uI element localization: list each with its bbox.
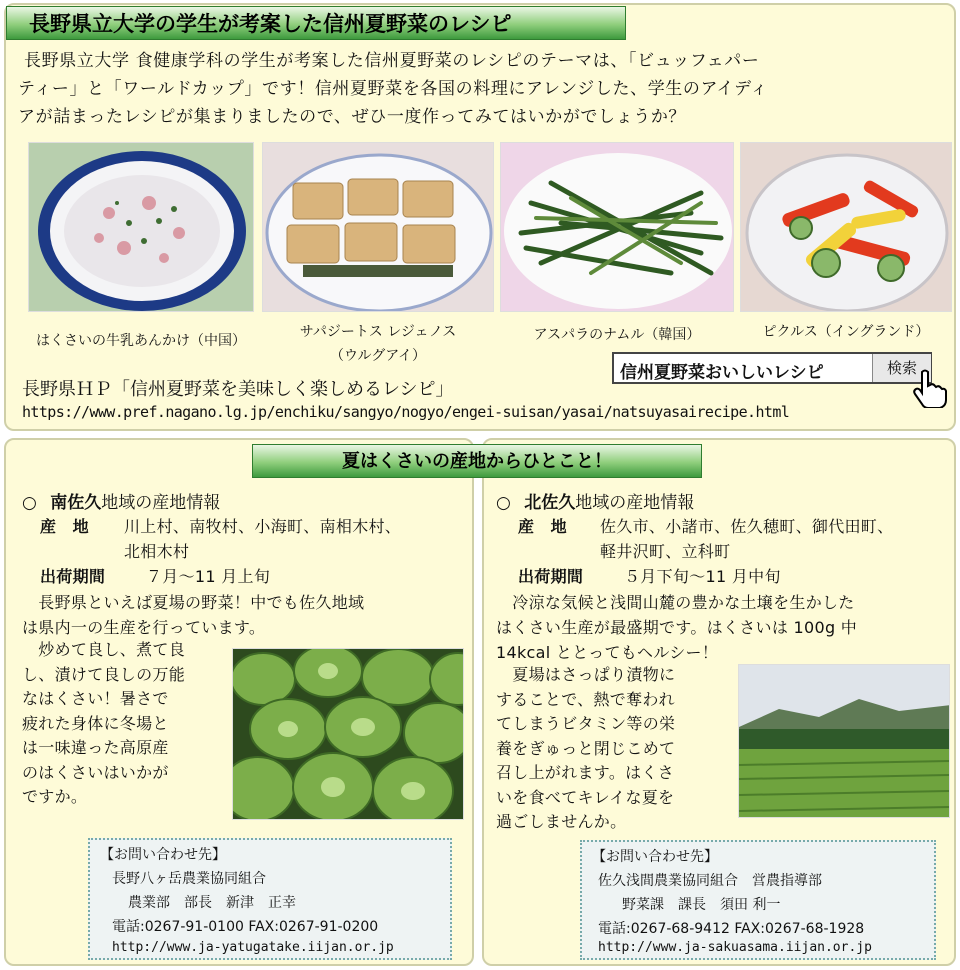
north-side-line: 養をぎゅっと閉じこめて [496, 738, 676, 758]
south-period: ７月～11 月上旬 [146, 567, 271, 586]
recipe-caption-uruguay: サパジートス レジェノス [299, 324, 457, 340]
north-period: ５月下旬～11 月中旬 [624, 567, 781, 586]
north-contact-box [580, 840, 936, 960]
north-heading [496, 488, 694, 513]
south-side-line: ですか。 [22, 787, 88, 806]
north-period-label: 出荷期間 [518, 567, 584, 586]
breaded-zucchini-photo [262, 142, 494, 312]
north-text-line-2: はくさい生産が最盛期です。はくさいは 100g 中 [496, 618, 858, 637]
north-origin-label: 産 地 [518, 517, 567, 536]
south-contact-url[interactable]: http://www.ja-yatugatake.iijan.or.jp [112, 940, 394, 955]
bullet-icon: ○ [496, 493, 511, 513]
napa-cabbage-field-closeup-photo [232, 648, 464, 820]
intro-line-2: ティー」と「ワールドカップ」です！信州夏野菜を各国の料理にアレンジした、学生のアイディ [18, 79, 768, 99]
asparagus-namul-photo [500, 142, 734, 312]
north-contact-person: 野菜課 課長 須田 利一 [622, 897, 781, 913]
south-side-line: 疲れた身体に冬場と [22, 713, 169, 733]
south-origin-label: 産 地 [40, 517, 89, 536]
north-contact-org: 佐久浅間農業協同組合 営農指導部 [598, 873, 822, 889]
north-side-text [496, 663, 675, 835]
south-text-line-1: 長野県といえば夏場の野菜！中でも佐久地域 [22, 593, 365, 612]
intro-line-1: 長野県立大学 食健康学科の学生が考案した信州夏野菜のレシピのテーマは、「ビュッフェパー [24, 51, 760, 71]
south-side-text [22, 638, 185, 810]
north-side-line: てしまうビタミン等の栄 [496, 714, 676, 733]
search-input[interactable]: 信州夏野菜おいしいレシピ [620, 363, 824, 383]
south-contact-org: 長野八ヶ岳農業協同組合 [112, 871, 266, 887]
recipe-caption-china: はくさいの牛乳あんかけ（中国） [36, 333, 246, 349]
recipe-caption-korea: アスパラのナムル（韓国） [533, 327, 701, 343]
south-contact-box [88, 838, 452, 960]
north-text-line-3: 14kcal ととってもヘルシー！ [496, 643, 719, 662]
south-origin-line-1: 川上村、南牧村、小海町、南相木村、 [124, 517, 402, 536]
search-box [612, 352, 932, 384]
napa-cabbage-milk-dish-photo [28, 142, 254, 312]
napa-cabbage-field-landscape-photo [738, 664, 950, 818]
recipe-caption-england: ピクルス（イングランド） [762, 324, 930, 340]
page-title: 長野県立大学の学生が考案した信州夏野菜のレシピ [6, 6, 626, 40]
south-contact-title: 【お問い合わせ先】 [100, 847, 226, 863]
section-title: 夏はくさいの産地からひとこと！ [252, 444, 702, 478]
south-heading-text: 地域の産地情報 [101, 493, 221, 513]
south-side-line: なはくさい！暑さで [22, 689, 169, 708]
north-contact-phone: 電話:0267-68-9412 FAX:0267-68-1928 [598, 921, 865, 937]
intro-line-3: アが詰まったレシピが集まりましたので、ぜひ一度作ってみてはいかがでしょうか？ [18, 107, 687, 127]
north-side-line: することで、熱で奪われ [496, 689, 675, 709]
north-area-name: 北佐久 [524, 493, 576, 513]
bullet-icon: ○ [22, 493, 37, 513]
north-side-line: 過ごしませんか。 [496, 812, 627, 831]
south-side-line: は一味違った高原産 [22, 738, 169, 757]
hp-label: 長野県ＨＰ「信州夏野菜を美味しく楽しめるレシピ」 [22, 379, 454, 400]
recipe-caption-uruguay-country: （ウルグアイ） [329, 348, 427, 364]
north-contact-url[interactable]: http://www.ja-sakuasama.iijan.or.jp [598, 940, 872, 955]
south-heading [22, 488, 220, 513]
hand-cursor-icon [912, 368, 948, 412]
north-heading-text: 地域の産地情報 [575, 493, 695, 513]
north-origin-line-1: 佐久市、小諸市、佐久穂町、御代田町、 [600, 517, 894, 536]
north-text-line-1: 冷涼な気候と浅間山麓の豊かな土壌を生かした [496, 593, 855, 612]
south-side-line: し、漬けて良しの万能 [22, 664, 186, 684]
south-origin-line-2: 北相木村 [124, 542, 190, 561]
south-side-line: のはくさいはいかが [22, 762, 169, 782]
south-contact-phone: 電話:0267-91-0100 FAX:0267-91-0200 [112, 919, 379, 935]
north-side-line: 夏場はさっぱり漬物に [496, 665, 676, 684]
south-area-name: 南佐久 [50, 493, 102, 513]
south-side-line: 炒めて良し、煮て良 [22, 640, 186, 659]
north-contact-title: 【お問い合わせ先】 [592, 849, 718, 865]
south-text-line-2: は県内一の生産を行っています。 [22, 618, 266, 637]
south-period-label: 出荷期間 [40, 567, 106, 586]
north-side-line: 召し上がれます。はくさ [496, 763, 675, 782]
south-contact-person: 農業部 部長 新津 正幸 [128, 895, 296, 911]
search-button[interactable]: 検索 [872, 354, 931, 382]
north-side-line: いを食べてキレイな夏を [496, 787, 675, 807]
north-origin-line-2: 軽井沢町、立科町 [600, 542, 731, 561]
pickles-photo [740, 142, 952, 312]
hp-link[interactable]: https://www.pref.nagano.lg.jp/enchiku/sangyo/nogyo/engei-suisan/yasai/natsuyasairecipe.html [22, 403, 790, 421]
